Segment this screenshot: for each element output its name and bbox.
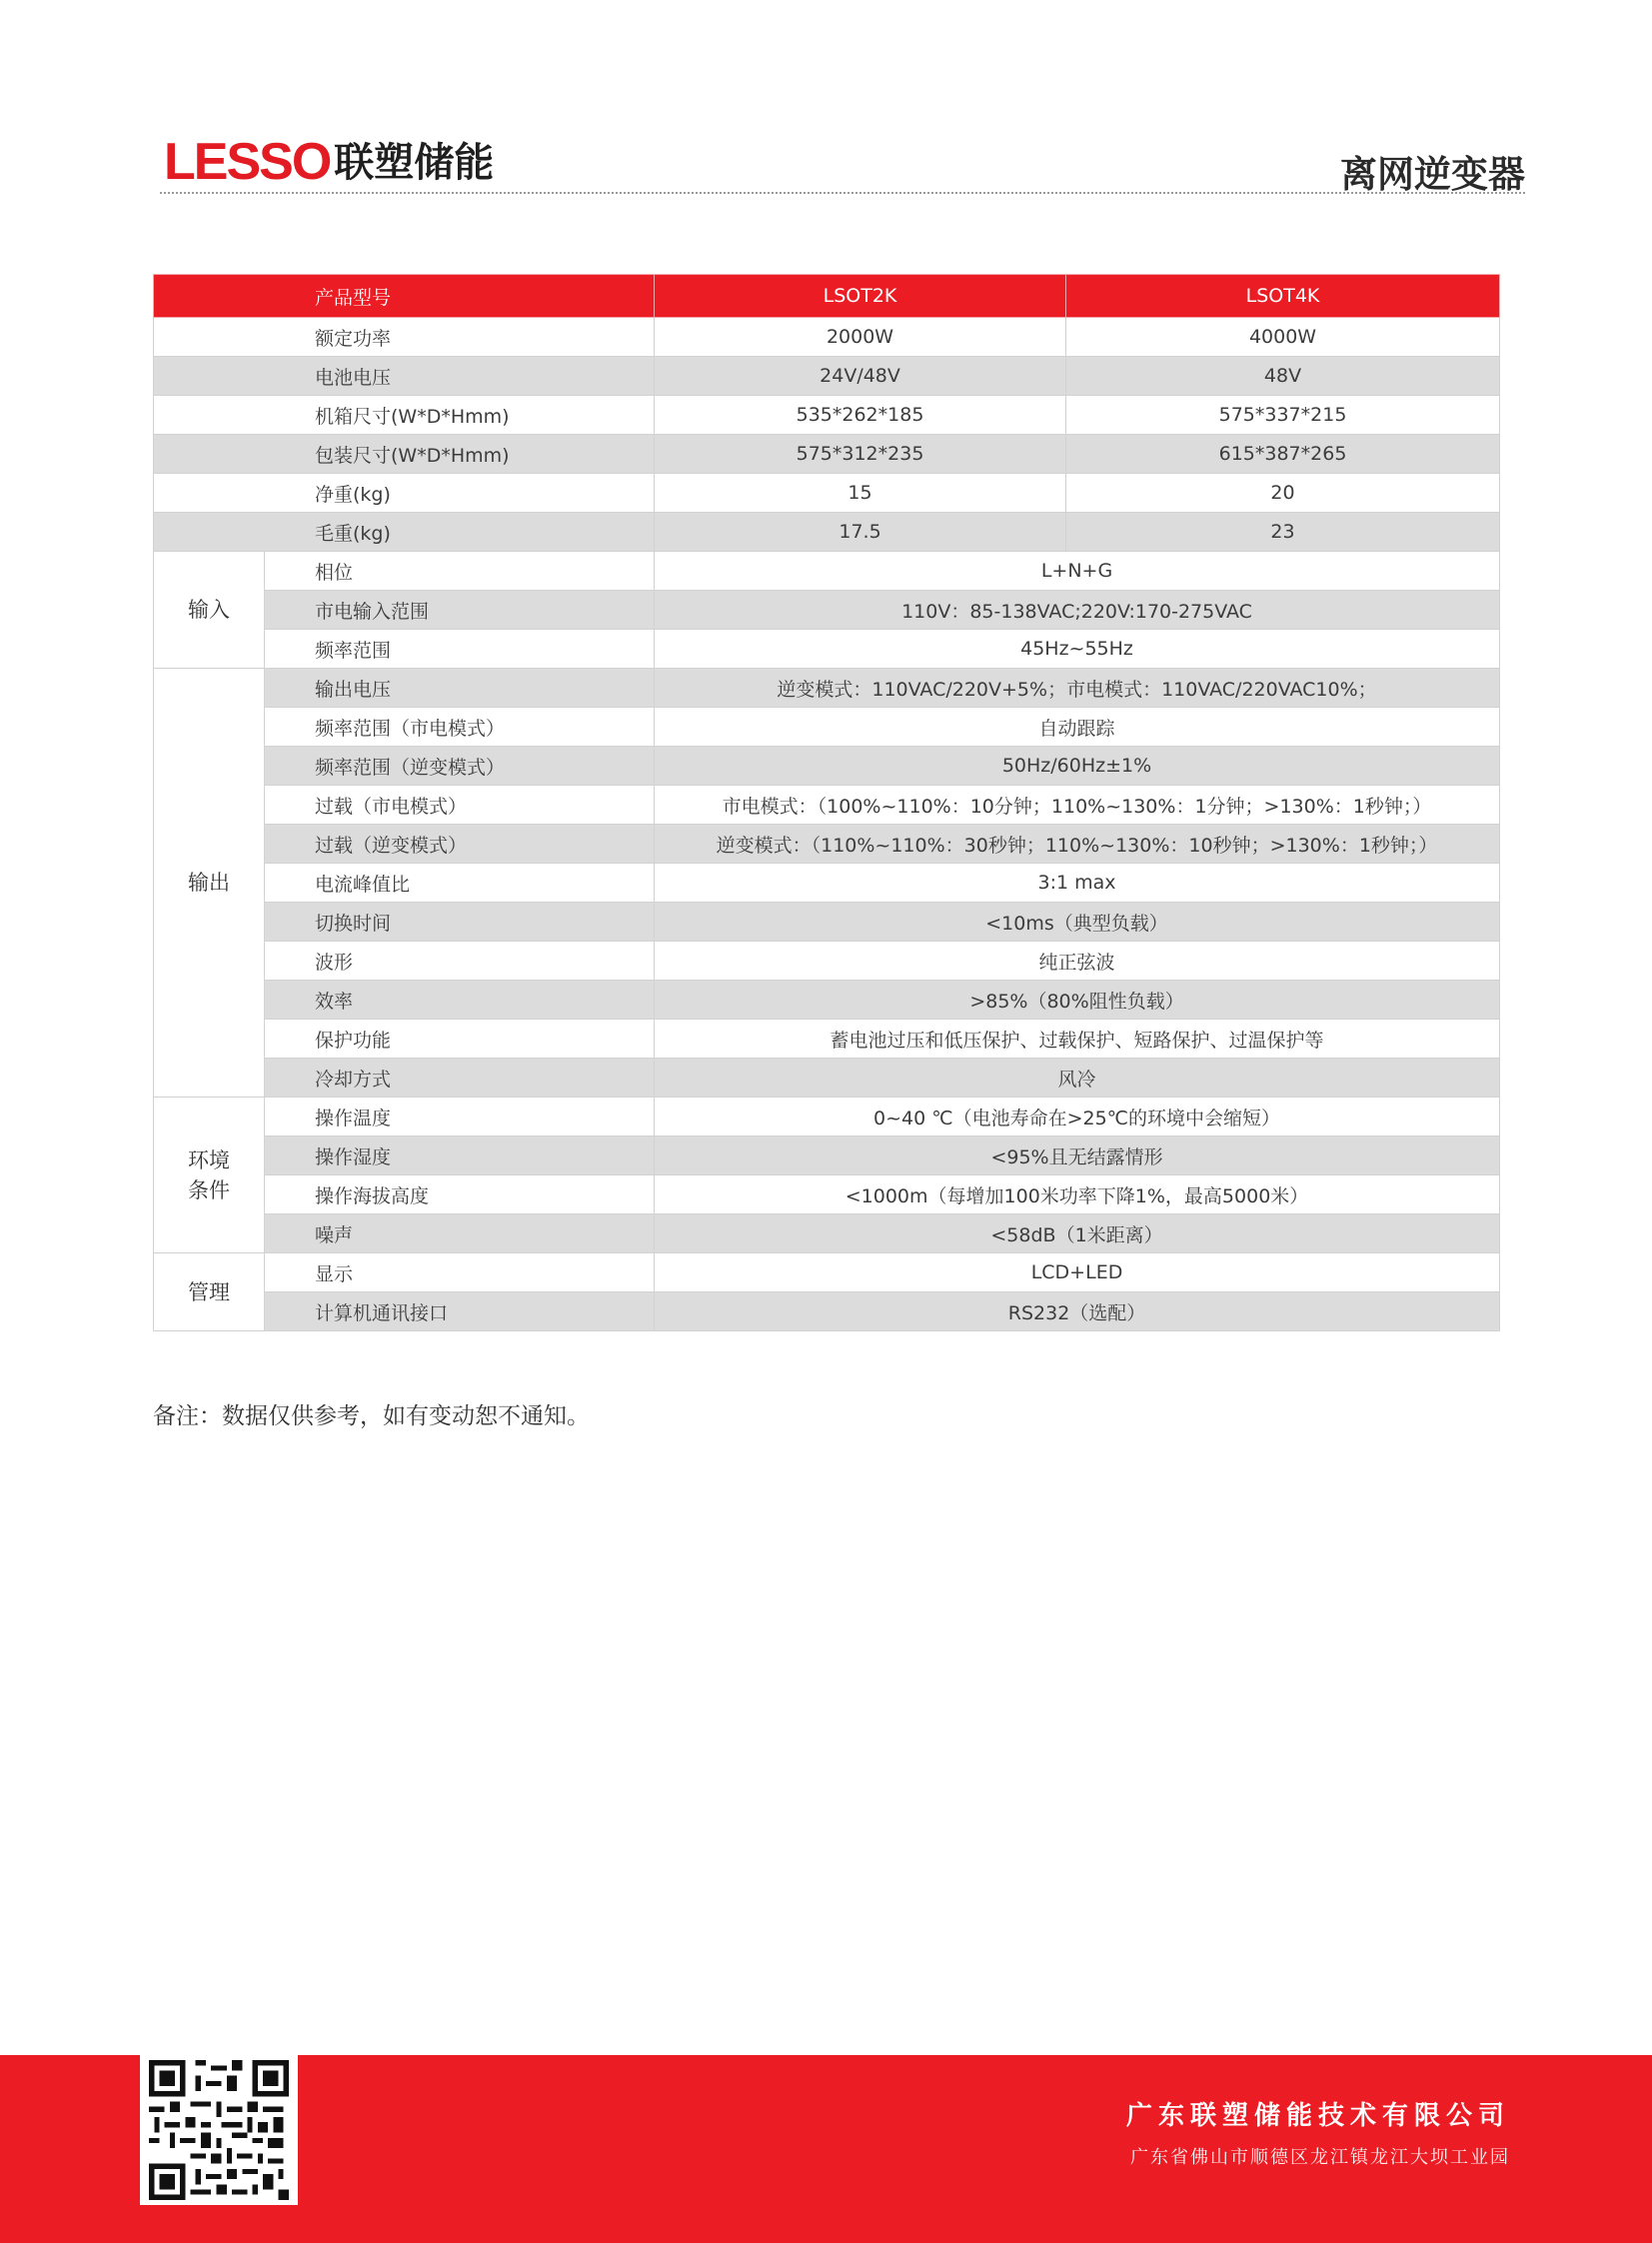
row-label: 操作温度 <box>265 1098 655 1136</box>
row-value: 45Hz~55Hz <box>655 630 1500 669</box>
row-label: 效率 <box>265 981 655 1020</box>
row-label: 噪声 <box>265 1214 655 1253</box>
table-row <box>154 396 1500 435</box>
table-row <box>154 357 1500 396</box>
logo-latin: LESSO <box>164 133 331 191</box>
row-value: 23 <box>1066 513 1500 552</box>
row-label: 额定功率 <box>154 318 655 357</box>
row-label: 相位 <box>265 552 655 591</box>
table-row <box>154 513 1500 552</box>
company-name: 广东联塑储能技术有限公司 <box>1125 2101 1510 2131</box>
row-value: 50Hz/60Hz±1% <box>655 747 1500 786</box>
row-value: <95%且无结露情形 <box>655 1136 1500 1175</box>
row-value: 逆变模式：（110%~110%：30秒钟；110%~130%：10秒钟；>130%：1秒钟；） <box>655 825 1500 864</box>
group-label-line: 环境 <box>188 1147 230 1172</box>
row-value: L+N+G <box>655 552 1500 591</box>
table-row <box>154 1020 1500 1059</box>
table-row <box>154 552 1500 591</box>
row-value: LCD+LED <box>655 1253 1500 1292</box>
table-row <box>154 630 1500 669</box>
spec-table <box>153 274 1500 1331</box>
row-value: 逆变模式：110VAC/220V+5%；市电模式：110VAC/220VAC10%； <box>655 669 1500 708</box>
row-label: 电流峰值比 <box>265 864 655 903</box>
row-label: 输出电压 <box>265 669 655 708</box>
row-label: 过载（市电模式） <box>265 786 655 825</box>
row-value: 24V/48V <box>655 357 1066 396</box>
row-value: <58dB（1米距离） <box>655 1214 1500 1253</box>
group-label-environment <box>154 1098 265 1253</box>
row-value: <10ms（典型负载） <box>655 903 1500 942</box>
page-header <box>160 133 1525 196</box>
group-label-output: 输出 <box>154 669 265 1098</box>
row-value: 2000W <box>655 318 1066 357</box>
header-model-lsot4k: LSOT4K <box>1066 275 1500 318</box>
row-value: 15 <box>655 474 1066 513</box>
table-row <box>154 942 1500 981</box>
row-label: 显示 <box>265 1253 655 1292</box>
row-value: 17.5 <box>655 513 1066 552</box>
table-row <box>154 1292 1500 1331</box>
row-label: 波形 <box>265 942 655 981</box>
header-model-label: 产品型号 <box>154 275 655 318</box>
table-row <box>154 903 1500 942</box>
footnote: 备注：数据仅供参考，如有变动恕不通知。 <box>153 1403 590 1429</box>
row-label: 操作湿度 <box>265 1136 655 1175</box>
row-label: 毛重(kg) <box>154 513 655 552</box>
row-value: 575*337*215 <box>1066 396 1500 435</box>
row-value: 市电模式：（100%~110%：10分钟；110%~130%：1分钟；>130%：1秒钟；） <box>655 786 1500 825</box>
row-value: 3:1 max <box>655 864 1500 903</box>
row-value: 615*387*265 <box>1066 435 1500 474</box>
header-model-lsot2k: LSOT2K <box>655 275 1066 318</box>
row-label: 保护功能 <box>265 1020 655 1059</box>
row-label: 过载（逆变模式） <box>265 825 655 864</box>
row-value: 48V <box>1066 357 1500 396</box>
table-row <box>154 864 1500 903</box>
table-row <box>154 591 1500 630</box>
row-label: 频率范围（市电模式） <box>265 708 655 747</box>
row-value: 风冷 <box>655 1059 1500 1098</box>
table-row <box>154 474 1500 513</box>
table-header-row <box>154 275 1500 318</box>
qr-code-icon <box>140 2055 298 2205</box>
row-label: 操作海拔高度 <box>265 1175 655 1214</box>
table-row <box>154 1175 1500 1214</box>
row-value: 纯正弦波 <box>655 942 1500 981</box>
row-label: 电池电压 <box>154 357 655 396</box>
table-row <box>154 1098 1500 1136</box>
row-value: >85%（80%阻性负载） <box>655 981 1500 1020</box>
row-value: 蓄电池过压和低压保护、过载保护、短路保护、过温保护等 <box>655 1020 1500 1059</box>
row-value: 110V：85-138VAC;220V:170-275VAC <box>655 591 1500 630</box>
row-value: 自动跟踪 <box>655 708 1500 747</box>
table-row <box>154 1214 1500 1253</box>
row-value: RS232（选配） <box>655 1292 1500 1331</box>
row-label: 包装尺寸(W*D*Hmm) <box>154 435 655 474</box>
group-label-input: 输入 <box>154 552 265 669</box>
row-value: 4000W <box>1066 318 1500 357</box>
row-label: 机箱尺寸(W*D*Hmm) <box>154 396 655 435</box>
row-value: <1000m（每增加100米功率下降1%，最高5000米） <box>655 1175 1500 1214</box>
table-row <box>154 669 1500 708</box>
group-label-line: 条件 <box>188 1177 230 1202</box>
brand-logo <box>164 133 495 191</box>
company-address: 广东省佛山市顺德区龙江镇龙江大坝工业园 <box>1130 2147 1510 2168</box>
table-row <box>154 708 1500 747</box>
page-title: 离网逆变器 <box>1340 153 1525 196</box>
row-label: 净重(kg) <box>154 474 655 513</box>
table-row <box>154 1253 1500 1292</box>
row-label: 频率范围 <box>265 630 655 669</box>
table-row <box>154 825 1500 864</box>
row-label: 市电输入范围 <box>265 591 655 630</box>
table-row <box>154 1136 1500 1175</box>
row-value: 20 <box>1066 474 1500 513</box>
table-row <box>154 318 1500 357</box>
row-label: 冷却方式 <box>265 1059 655 1098</box>
row-value: 575*312*235 <box>655 435 1066 474</box>
table-row <box>154 981 1500 1020</box>
group-label-management: 管理 <box>154 1253 265 1331</box>
table-row <box>154 786 1500 825</box>
row-value: 0~40 ℃（电池寿命在>25℃的环境中会缩短） <box>655 1098 1500 1136</box>
row-label: 计算机通讯接口 <box>265 1292 655 1331</box>
row-value: 535*262*185 <box>655 396 1066 435</box>
logo-chinese: 联塑储能 <box>334 140 495 186</box>
table-row <box>154 435 1500 474</box>
table-row <box>154 1059 1500 1098</box>
table-row <box>154 747 1500 786</box>
row-label: 频率范围（逆变模式） <box>265 747 655 786</box>
row-label: 切换时间 <box>265 903 655 942</box>
